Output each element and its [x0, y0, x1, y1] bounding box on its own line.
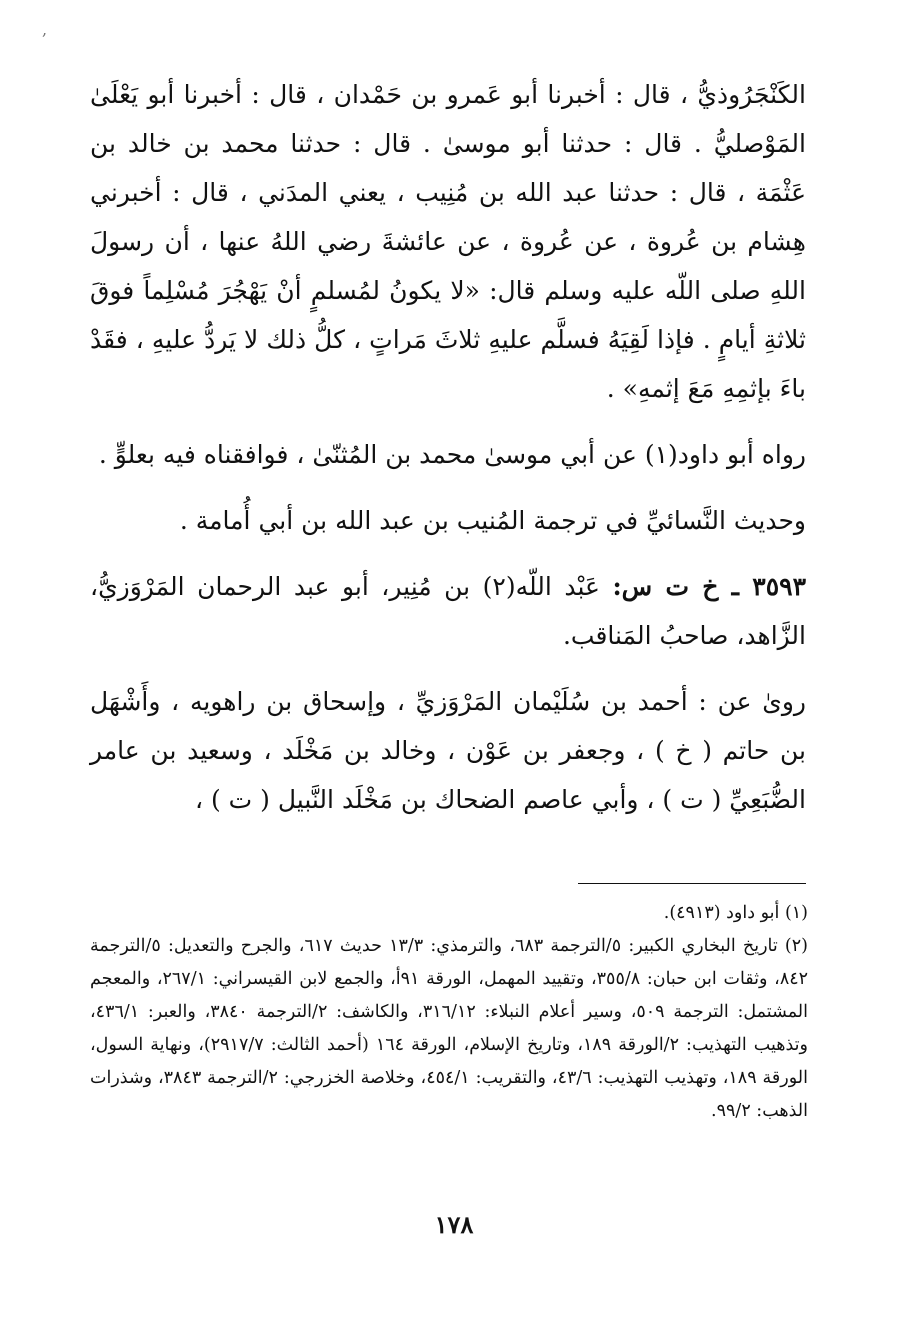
- biography-heading: [90, 562, 806, 660]
- page-number: ١٧٨: [434, 1210, 474, 1239]
- nasai-paragraph: وحديث النَّسائيِّ في ترجمة المُنيب بن عبد الله بن أبي أُمامة .: [179, 506, 806, 535]
- footnote-1: (١) أبو داود (٤٩١٣).: [663, 903, 808, 923]
- footnote-2: (٢) تاريخ البخاري الكبير: ٥/الترجمة ٦٨٣، والترمذي: ١٣/٣ حديث ٦١٧، والجرح والتعديل: ٥/الترجمة ٨٤٢، وثقات ابن حبان: ٣٥٥/٨، وتقييد المهمل، الورقة ٩١أ، والجمع لابن القيسراني: ٢٦٧/١، والمعجم المشتمل: الترجمة ٥٠٩، وسير أعلام النبلاء: ٣١٦/١٢، والكاشف: ٢/الترجمة ٣٨٤٠، والعبر: ٤٣٦/١، وتذهيب التهذيب: ٢/الورقة ١٨٩، وتاريخ الإسلام، الورقة ١٦٤ (أحمد الثالث: ٢٩١٧/٧)، ونهاية السول، الورقة ١٨٩، وتهذيب التهذيب: ٤٣/٦، والتقريب: ٤٥٤/١، وخلاصة الخزرجي: ٢/الترجمة ٣٨٤٣، وشذرات الذهب: ٩٩/٢.: [90, 936, 809, 1121]
- footnote-separator: [578, 883, 806, 884]
- narrated-from-paragraph: روىٰ عن : أحمد بن سُلَيْمان المَرْوَزيِّ ، وإسحاق بن راهويه ، وأَشْهَل بن حاتم ( خ ) ، وجعفر بن عَوْن ، وخالد بن مَخْلَد ، وسعيد بن عامر الضُّبَعِيِّ ( ت ) ، وأبي عاصم الضحاك بن مَخْلَد النَّبيل ( ت ) ،: [90, 687, 806, 814]
- hadith-paragraph: الكَنْجَرُوذيُّ ، قال : أخبرنا أبو عَمرو بن حَمْدان ، قال : أخبرنا أبو يَعْلَىٰ المَوْصليُّ . قال : حدثنا أبو موسىٰ . قال : حدثنا محمد بن خالد بن عَثْمَة ، قال : حدثنا عبد الله بن مُنِيب ، يعني المدَني ، قال : أخبرني هِشام بن عُروة ، عن عُروة ، عن عائشةَ رضي اللهُ عنها ، أن رسولَ اللهِ صلى اللّه عليه وسلم قال: «لا يكونُ لمُسلمٍ أنْ يَهْجُرَ مُسْلِماً فوقَ ثلاثةِ أيامٍ . فإذا لَقِيَهُ فسلَّم عليهِ ثلاثَ مَراتٍ ، كلُّ ذلك لا يَردُّ عليهِ ، فقَدْ باءَ بإثمِهِ مَعَ إثمهِ» .: [90, 80, 806, 403]
- corner-mark: ,: [42, 20, 48, 39]
- narration-paragraph: رواه أبو داود(١) عن أبي موسىٰ محمد بن المُثنّىٰ ، فوافقناه فيه بعلوٍّ .: [98, 440, 806, 469]
- entry-number: ٣٥٩٣ ـ خ ت س:: [612, 572, 806, 601]
- main-text: [90, 70, 806, 824]
- entry-name: عَبْد اللّه(٢) بن مُنِير، أبو عبد الرحمان المَرْوَزيُّ، الزَّاهد، صاحبُ المَناقب.: [90, 572, 806, 650]
- footnotes: [90, 897, 808, 1128]
